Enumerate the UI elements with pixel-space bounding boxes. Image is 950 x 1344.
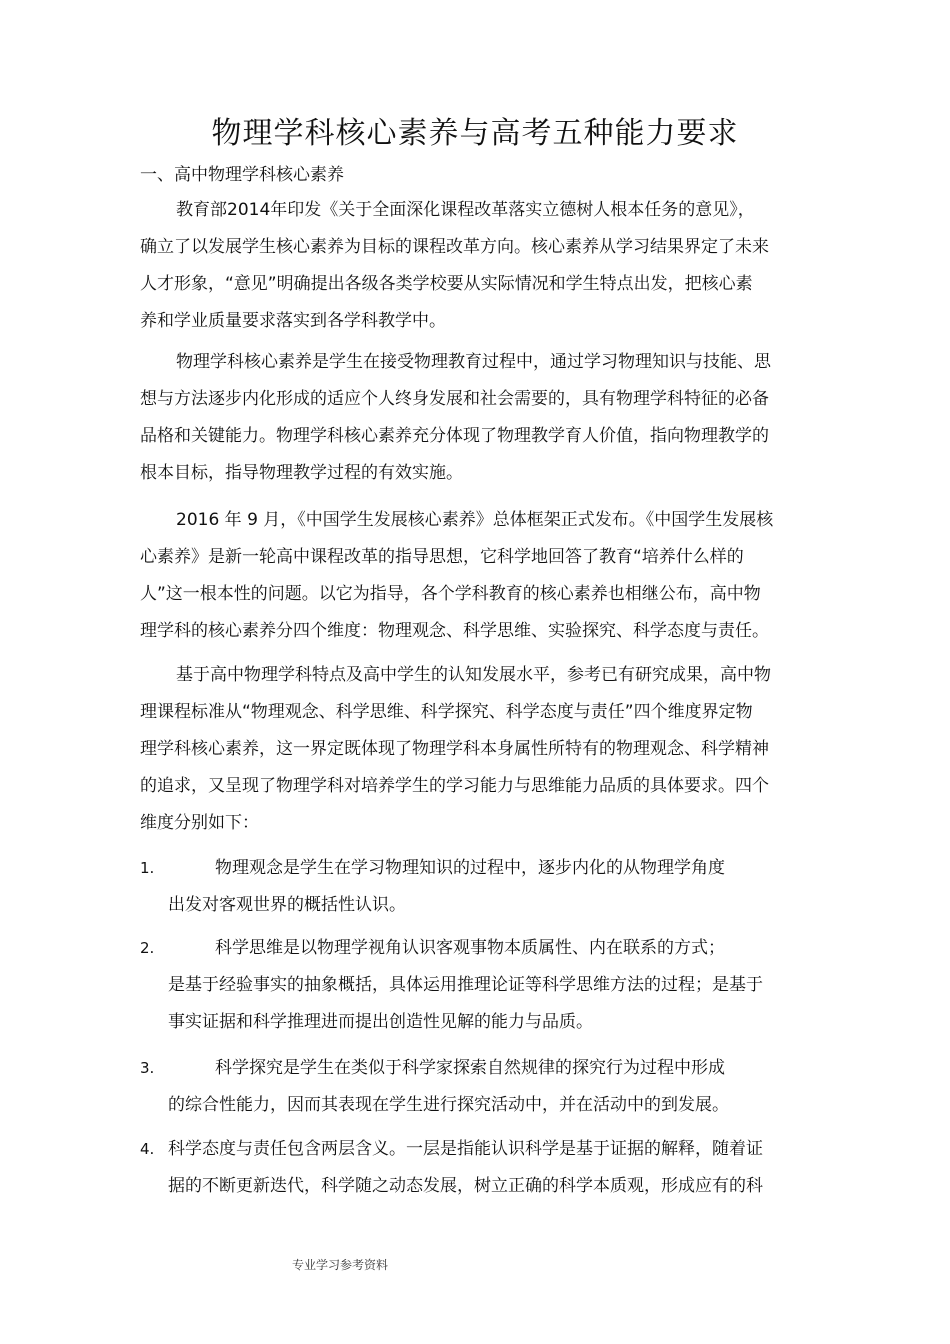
list-item-line: 科学探究是学生在类似于科学家探索自然规律的探究行为过程中形成 (215, 1058, 725, 1078)
list-item-line: 是基于经验事实的抽象概括，具体运用推理论证等科学思维方法的过程；是基于 (168, 975, 763, 995)
paragraph-2 (140, 344, 820, 492)
paragraph-line: 想与方法逐步内化形成的适应个人终身发展和社会需要的，具有物理学科特征的必备 (140, 389, 769, 409)
list-item-line: 科学思维是以物理学视角认识客观事物本质属性、内在联系的方式； (215, 938, 725, 958)
paragraph-line: 基于高中物理学科特点及高中学生的认知发展水平，参考已有研究成果，高中物 (176, 665, 771, 685)
paragraph-line: 2016 年 9 月，《中国学生发展核心素养》总体框架正式发布。《中国学生发展核 (176, 510, 774, 530)
section-heading: 一、高中物理学科核心素养 (140, 165, 344, 185)
list-item-line: 据的不断更新迭代，科学随之动态发展，树立正确的科学本质观，形成应有的科 (168, 1176, 763, 1196)
paragraph-line: 确立了以发展学生核心素养为目标的课程改革方向。核心素养从学习结果界定了未来 (140, 237, 769, 257)
list-item-number: 2. (140, 939, 155, 957)
paragraph-line: 理学科核心素养，这一界定既体现了物理学科本身属性所特有的物理观念、科学精神 (140, 739, 769, 759)
paragraph-line: 人”这一根本性的问题。以它为指导，各个学科教育的核心素养也相继公布，高中物 (140, 584, 761, 604)
list-item-line: 物理观念是学生在学习物理知识的过程中，逐步内化的从物理学角度 (215, 858, 725, 878)
document-title: 物理学科核心素养与高考五种能力要求 (211, 116, 739, 151)
paragraph-3 (140, 502, 820, 650)
list-item-line: 科学态度与责任包含两层含义。一层是指能认识科学是基于证据的解释，随着证 (168, 1139, 763, 1159)
page-footer: 专业学习参考资料 (292, 1258, 389, 1272)
list-item-3 (140, 1050, 820, 1124)
paragraph-line: 根本目标，指导物理教学过程的有效实施。 (140, 463, 463, 483)
paragraph-line: 心素养》是新一轮高中课程改革的指导思想，它科学地回答了教育“培养什么样的 (140, 547, 744, 567)
list-item-line: 的综合性能力，因而其表现在学生进行探究活动中，并在活动中的到发展。 (168, 1095, 729, 1115)
list-item-1 (140, 850, 820, 924)
paragraph-4 (140, 657, 820, 842)
list-item-number: 4. (140, 1140, 155, 1158)
paragraph-1 (140, 192, 820, 340)
list-item-2 (140, 930, 820, 1041)
paragraph-line: 人才形象，“意见”明确提出各级各类学校要从实际情况和学生特点出发，把核心素 (140, 274, 753, 294)
list-item-line: 事实证据和科学推理进而提出创造性见解的能力与品质。 (168, 1012, 593, 1032)
paragraph-line: 的追求，又呈现了物理学科对培养学生的学习能力与思维能力品质的具体要求。四个 (140, 776, 769, 796)
paragraph-line: 养和学业质量要求落实到各学科教学中。 (140, 311, 446, 331)
list-item-number: 3. (140, 1059, 155, 1077)
paragraph-line: 教育部2014年印发《关于全面深化课程改革落实立德树人根本任务的意见》， (176, 200, 755, 220)
list-item-line: 出发对客观世界的概括性认识。 (168, 895, 406, 915)
paragraph-line: 物理学科核心素养是学生在接受物理教育过程中，通过学习物理知识与技能、思 (176, 352, 771, 372)
paragraph-line: 理学科的核心素养分四个维度：物理观念、科学思维、实验探究、科学态度与责任。 (140, 621, 769, 641)
list-item-number: 1. (140, 859, 155, 877)
paragraph-line: 维度分别如下： (140, 813, 259, 833)
list-item-4 (140, 1131, 820, 1205)
paragraph-line: 品格和关键能力。物理学科核心素养充分体现了物理教学育人价值，指向物理教学的 (140, 426, 769, 446)
paragraph-line: 理课程标准从“物理观念、科学思维、科学探究、科学态度与责任”四个维度界定物 (140, 702, 753, 722)
